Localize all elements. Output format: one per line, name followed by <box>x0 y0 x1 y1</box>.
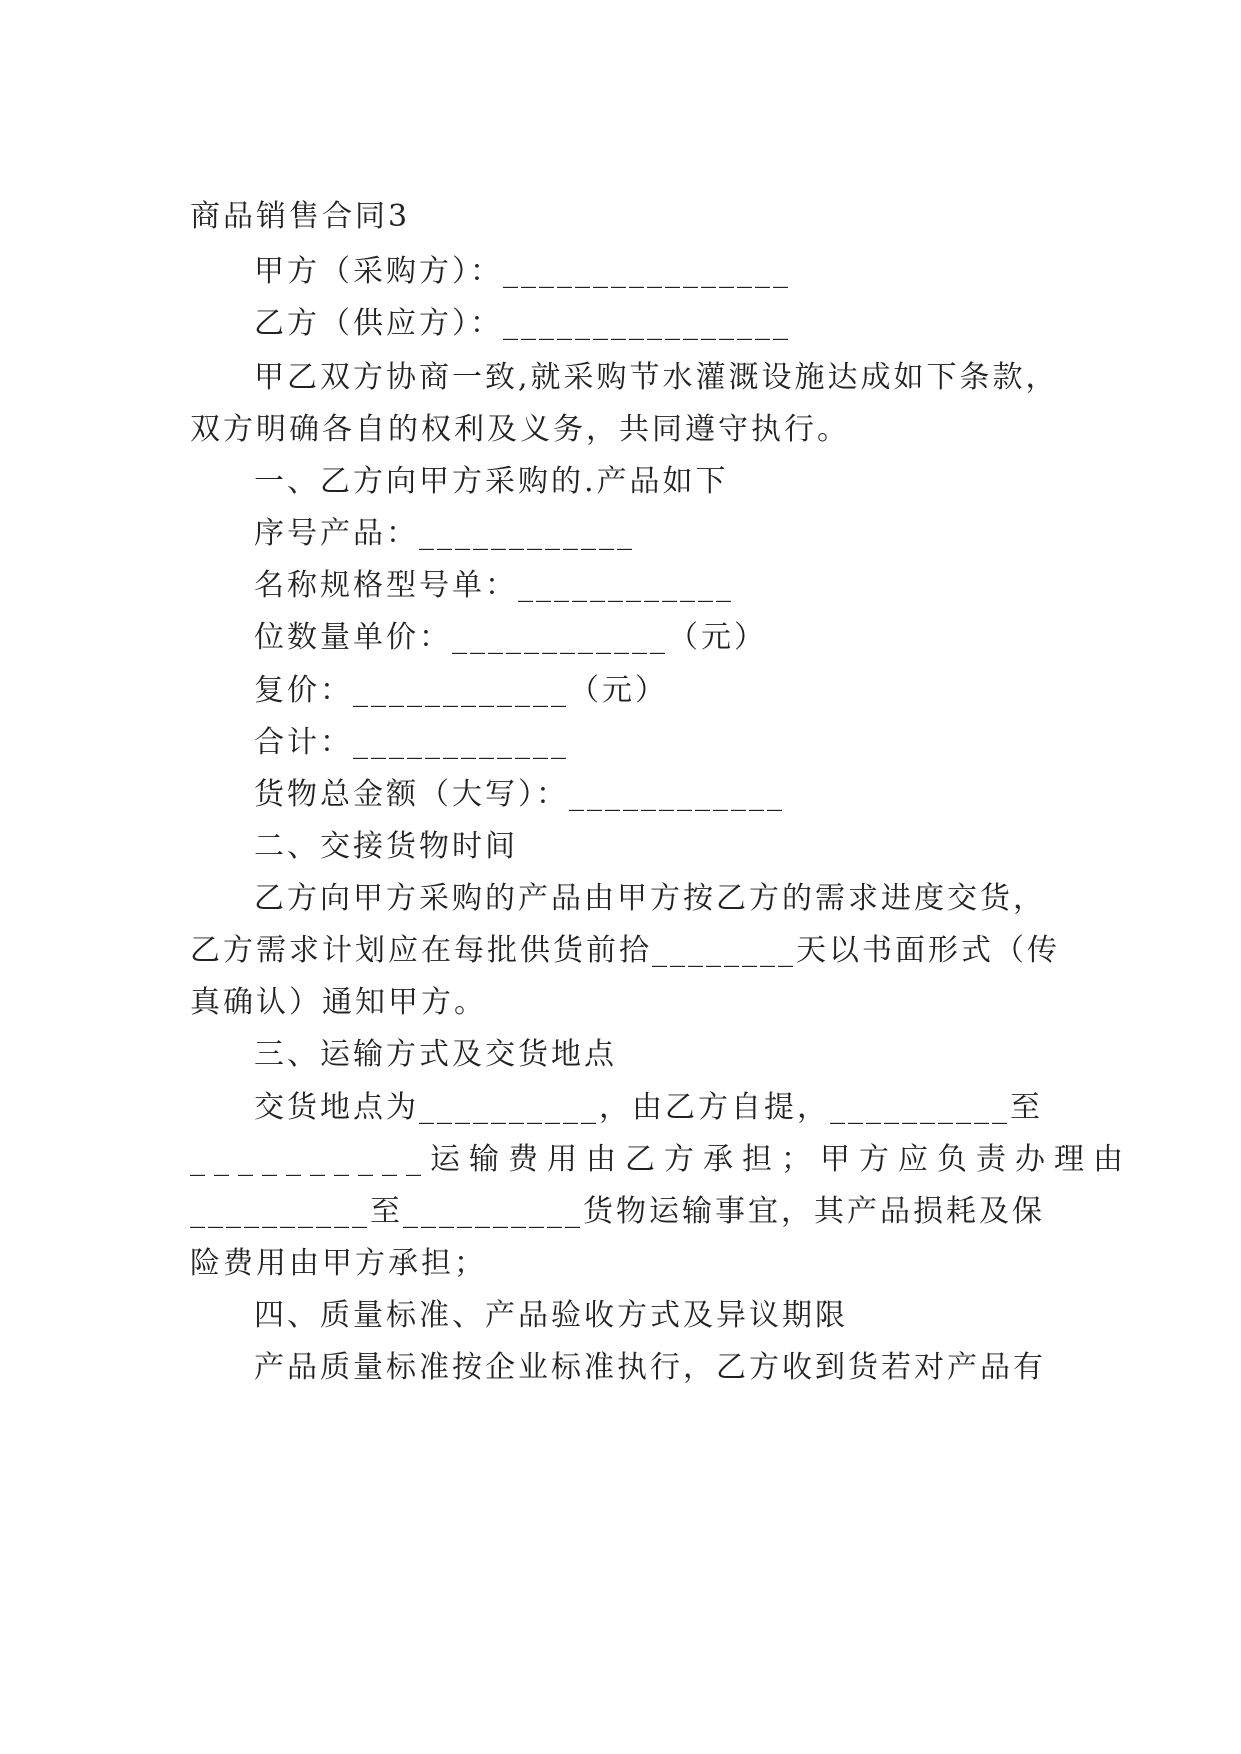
party-b-line: 乙方（供应方）：________________ <box>254 306 791 341</box>
transport-line-4: 险费用由甲方承担； <box>190 1246 487 1281</box>
quality-line-1: 产品质量标准按企业标准执行，乙方收到货若对产品有 <box>254 1350 1046 1385</box>
field-recheck-price: 复价：____________（元） <box>254 673 668 708</box>
delivery-line-3: 真确认）通知甲方。 <box>190 985 487 1020</box>
delivery-line-1: 乙方向甲方采购的产品由甲方按乙方的需求进度交货， <box>254 881 1046 916</box>
intro-line-2: 双方明确各自的权利及义务，共同遵守执行。 <box>190 412 850 447</box>
section-1-heading: 一、乙方向甲方采购的.产品如下 <box>254 464 729 499</box>
field-total-amount-capital: 货物总金额（大写）：____________ <box>254 777 785 812</box>
delivery-line-2: 乙方需求计划应在每批供货前拾________天以书面形式（传 <box>190 933 1060 968</box>
transport-line-2: __________运输费用由乙方承担；甲方应负责办理由 <box>190 1142 1132 1177</box>
field-total: 合计：____________ <box>254 725 569 760</box>
transport-line-3: __________至__________货物运输事宜，其产品损耗及保 <box>190 1194 1045 1229</box>
document-title: 商品销售合同3 <box>190 199 411 234</box>
section-3-heading: 三、运输方式及交货地点 <box>254 1037 617 1072</box>
field-name-spec: 名称规格型号单：____________ <box>254 568 734 603</box>
field-unit-price: 位数量单价：____________（元） <box>254 620 767 655</box>
intro-line-1: 甲乙双方协商一致,就采购节水灌溉设施达成如下条款， <box>254 360 1059 395</box>
field-serial-product: 序号产品：____________ <box>254 516 635 551</box>
party-a-line: 甲方（采购方）：________________ <box>254 254 791 289</box>
transport-line-1: 交货地点为__________，由乙方自提，__________至 <box>254 1090 1043 1125</box>
section-4-heading: 四、质量标准、产品验收方式及异议期限 <box>254 1298 848 1333</box>
section-2-heading: 二、交接货物时间 <box>254 829 518 864</box>
